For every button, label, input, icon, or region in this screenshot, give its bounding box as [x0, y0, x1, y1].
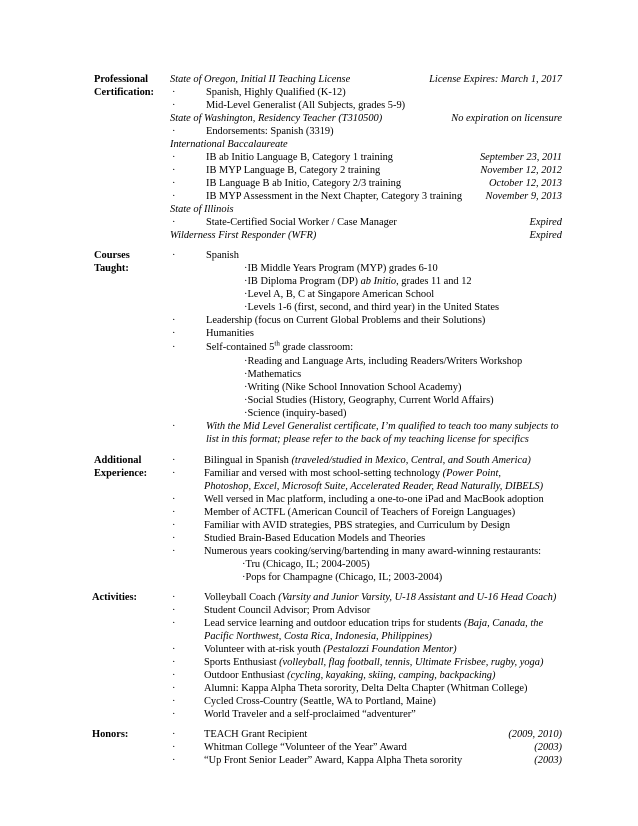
illinois-item: State-Certified Social Worker / Case Manager — [206, 217, 397, 228]
bullet: · — [172, 507, 176, 518]
honor-item: Whitman College “Volunteer of the Year” Award — [204, 742, 407, 753]
certification-label-2: Certification: — [94, 87, 155, 98]
bullet: · — [172, 126, 176, 137]
oregon-expiration: License Expires: March 1, 2017 — [429, 74, 562, 85]
experience-label-2: Experience: — [94, 468, 148, 479]
volleyball-text: Volleyball Coach — [204, 592, 279, 603]
service-italic: (Baja, Canada, the — [463, 618, 544, 629]
bilingual-text: Bilingual in Spanish — [204, 455, 292, 466]
honor-item: TEACH Grant Recipient — [204, 729, 308, 740]
bullet: · — [172, 755, 176, 766]
experience-item: Well versed in Mac platform, including a one-to-one iPad and MacBook adoption — [204, 494, 544, 505]
bullet: · — [172, 644, 176, 655]
familiar-text: Familiar and versed with most school-setting technology — [204, 468, 443, 479]
wfr-cert: Wilderness First Responder (WFR) — [170, 230, 317, 241]
bullet: · — [172, 165, 176, 176]
experience-label-1: Additional — [94, 455, 142, 466]
bullet: · — [172, 683, 176, 694]
volunteer-italic: (Pestalozzi Foundation Mentor) — [323, 644, 457, 655]
outdoor-text: Outdoor Enthusiast — [204, 670, 288, 681]
course-sub: ·IB Middle Years Program (MYP) grades 6-10 — [244, 263, 438, 274]
bullet: · — [172, 152, 176, 163]
ib-item: IB MYP Language B, Category 2 training — [206, 165, 381, 176]
bilingual-italic: (traveled/studied in Mexico, Central, and South America) — [291, 455, 531, 466]
wfr-status: Expired — [529, 230, 562, 241]
honor-date: (2003) — [534, 742, 562, 753]
bullet: · — [172, 520, 176, 531]
familiar-italic-2: Photoshop, Excel, Microsoft Suite, Accelerated Reader, Read Naturally, DIBELS) — [204, 481, 544, 492]
bullet: · — [172, 191, 176, 202]
washington-item: Endorsements: Spanish (3319) — [206, 126, 334, 137]
volunteer-text: Volunteer with at-risk youth — [204, 644, 324, 655]
bullet: · — [172, 87, 176, 98]
ib-item: IB MYP Assessment in the Next Chapter, Category 3 training — [206, 191, 463, 202]
bullet: · — [172, 742, 176, 753]
bullet: · — [172, 546, 176, 557]
experience-item: Studied Brain-Based Education Models and Theories — [204, 533, 426, 544]
courses-label-1: Courses — [94, 250, 130, 261]
activity-alumni: Alumni: Kappa Alpha Theta sorority, Delta Delta Chapter (Whitman College) — [204, 683, 528, 694]
bullet: · — [172, 250, 176, 261]
course-spanish: Spanish — [206, 250, 239, 261]
self-contained-a: Self-contained 5 — [206, 342, 275, 353]
ib-item-date: November 12, 2012 — [480, 165, 562, 176]
oregon-license: State of Oregon, Initial II Teaching License — [170, 74, 351, 85]
course-sub — [244, 275, 472, 288]
service-italic-2: Pacific Northwest, Costa Rica, Indonesia, Philippines) — [204, 631, 432, 642]
honor-date: (2009, 2010) — [508, 729, 562, 740]
honor-date: (2003) — [534, 755, 562, 766]
ib-item-date: November 9, 2013 — [485, 191, 562, 202]
honor-item: “Up Front Senior Leader” Award, Kappa Alpha Theta sorority — [204, 755, 463, 766]
activity-volleyball — [204, 591, 556, 604]
bullet: · — [172, 657, 176, 668]
course-sub: ·Level A, B, C at Singapore American School — [244, 289, 435, 300]
course-note-2: list in this format; please refer to the back of my teaching license for specifics — [206, 434, 529, 445]
bullet: · — [172, 100, 176, 111]
ib-item-date: September 23, 2011 — [479, 152, 562, 163]
experience-item: Member of ACTFL (American Council of Teachers of Foreign Languages) — [204, 507, 516, 518]
course-self-contained — [206, 341, 353, 354]
experience-bilingual — [204, 454, 531, 467]
course-sub: ·Science (inquiry-based) — [244, 408, 347, 419]
course-sub: ·Writing (Nike School Innovation School Academy) — [244, 382, 462, 393]
activity-cycled: Cycled Cross-Country (Seattle, WA to Portland, Maine) — [204, 696, 436, 707]
activity-sports — [204, 656, 543, 669]
illinois-heading: State of Illinois — [170, 204, 234, 215]
ib-item: IB Language B ab Initio, Category 2/3 training — [206, 178, 402, 189]
sports-text: Sports Enthusiast — [204, 657, 280, 668]
activity-traveler: World Traveler and a self-proclaimed “adventurer” — [204, 709, 416, 720]
course-humanities: Humanities — [206, 328, 254, 339]
course-sub: ·Levels 1-6 (first, second, and third year) in the United States — [244, 302, 500, 313]
volleyball-italic: (Varsity and Junior Varsity, U-18 Assistant and U-16 Head Coach) — [278, 592, 557, 603]
activity-volunteer — [204, 643, 457, 656]
bullet: · — [172, 729, 176, 740]
familiar-italic: (Power Point, — [442, 468, 501, 479]
bullet: · — [172, 468, 176, 479]
experience-item: Familiar with AVID strategies, PBS strategies, and Curriculum by Design — [204, 520, 511, 531]
service-text: Lead service learning and outdoor education trips for students — [204, 618, 464, 629]
activity-council: Student Council Advisor; Prom Advisor — [204, 605, 371, 616]
bullet: · — [172, 421, 176, 432]
course-sub: ·Social Studies (History, Geography, Current World Affairs) — [244, 395, 494, 406]
washington-license: State of Washington, Residency Teacher (T310500) — [170, 113, 383, 124]
sports-italic: (volleyball, flag football, tennis, Ultimate Frisbee, rugby, yoga) — [279, 657, 544, 668]
bullet: · — [172, 494, 176, 505]
experience-sub: ·Tru (Chicago, IL; 2004-2005) — [242, 559, 370, 570]
self-contained-b: grade classroom: — [279, 342, 354, 353]
course-sub: ·Reading and Language Arts, including Readers/Writers Workshop — [244, 356, 523, 367]
washington-expiration: No expiration on licensure — [451, 113, 562, 124]
bullet: · — [172, 670, 176, 681]
bullet: · — [172, 178, 176, 189]
ib-item-date: October 12, 2013 — [488, 178, 562, 189]
bullet: · — [172, 455, 176, 466]
course-sub: ·Mathematics — [244, 369, 302, 380]
bullet: · — [172, 592, 176, 603]
experience-item: Numerous years cooking/serving/bartending in many award-winning restaurants: — [204, 546, 542, 557]
oregon-item: Spanish, Highly Qualified (K-12) — [206, 87, 346, 98]
course-sub-a: ·IB Diploma Program (DP) — [244, 276, 361, 287]
courses-label-2: Taught: — [94, 263, 129, 274]
experience-sub: ·Pops for Champagne (Chicago, IL; 2003-2004) — [242, 572, 443, 583]
bullet: · — [172, 709, 176, 720]
self-contained-sup: th — [274, 339, 280, 348]
bullet: · — [172, 533, 176, 544]
illinois-status: Expired — [529, 217, 562, 228]
certification-label-1: Professional — [94, 74, 149, 85]
outdoor-italic: (cycling, kayaking, skiing, camping, backpacking) — [287, 670, 496, 681]
bullet: · — [172, 328, 176, 339]
course-note-1: With the Mid Level Generalist certificate, I’m qualified to teach too many subjects to — [206, 421, 559, 432]
course-sub-italic: ab Initio — [360, 276, 397, 287]
oregon-item: Mid-Level Generalist (All Subjects, grades 5-9) — [206, 100, 406, 111]
bullet: · — [172, 605, 176, 616]
course-sub-b: , grades 11 and 12 — [396, 276, 472, 287]
bullet: · — [172, 618, 176, 629]
activities-label: Activities: — [92, 592, 138, 603]
ib-item: IB ab Initio Language B, Category 1 training — [206, 152, 393, 163]
honors-label: Honors: — [92, 729, 129, 740]
course-leadership: Leadership (focus on Current Global Problems and their Solutions) — [206, 315, 486, 326]
ib-heading: International Baccalaureate — [170, 139, 288, 150]
bullet: · — [172, 217, 176, 228]
bullet: · — [172, 696, 176, 707]
bullet: · — [172, 315, 176, 326]
activity-service — [204, 617, 543, 630]
activity-outdoor — [204, 669, 495, 682]
experience-familiar — [204, 467, 501, 480]
bullet: · — [172, 342, 176, 353]
